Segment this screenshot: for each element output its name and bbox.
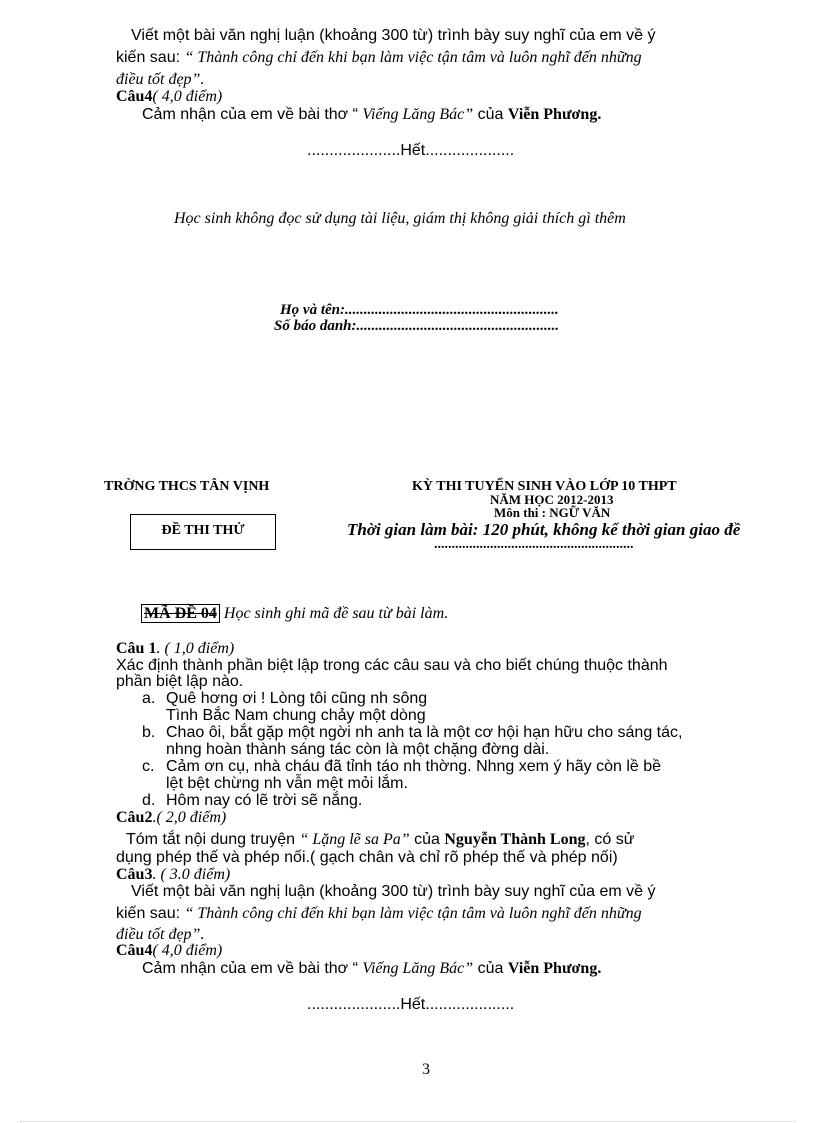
school-year: NĂM HỌC 2012-2013 bbox=[490, 492, 614, 507]
q4-poem: Viếng Lăng Bác” bbox=[362, 960, 474, 977]
id-field: Số báo danh:...................................................... bbox=[274, 318, 560, 334]
q4-text-a: Cảm nhận của em về bài thơ “ bbox=[142, 960, 363, 977]
q1-item-c-line-1: Cảm ơn cụ, nhà cháu đã tỉnh táo nh thờng. Nhng xem ý hãy còn lề bề bbox=[166, 758, 662, 775]
q1-item-b-marker: b. bbox=[142, 724, 156, 741]
q3-essay-quote: “ Thành công chỉ đến khi bạn làm việc tận tâm và luôn nghĩ đến những bbox=[184, 905, 642, 922]
q1-heading bbox=[116, 640, 234, 657]
top-q4-points: ( 4,0 điểm) bbox=[152, 88, 223, 105]
q3-label: Câu3 bbox=[116, 866, 153, 883]
end-marker: .....................Hết.................... bbox=[307, 996, 515, 1013]
page-bottom-divider bbox=[20, 1121, 796, 1122]
top-essay-quote-line bbox=[116, 49, 642, 66]
q2-label: Câu2 bbox=[116, 809, 153, 826]
page-number: 3 bbox=[422, 1061, 430, 1078]
top-q4-author: Viễn Phương. bbox=[507, 106, 602, 123]
q2-points: .( 2,0 điểm) bbox=[152, 809, 227, 826]
exam-type-box bbox=[130, 514, 276, 550]
exam-title: KỲ THI TUYỂN SINH VÀO LỚP 10 THPT bbox=[412, 479, 677, 494]
time-limit: Thời gian làm bài: 120 phút, không kể thời gian giao đề bbox=[347, 520, 741, 539]
q3-essay-quote-prefix: kiến sau: bbox=[116, 905, 185, 922]
q3-essay-quote-end: điều tốt đẹp”. bbox=[116, 926, 205, 943]
q1-item-c-marker: c. bbox=[142, 758, 155, 775]
q1-item-c-line-2: lệt bệt chừng nh vẫn mệt mỏi lắm. bbox=[166, 775, 408, 792]
top-q4-text-a: Cảm nhận của em về bài thơ “ bbox=[142, 106, 363, 123]
q1-points: . ( 1,0 điểm) bbox=[156, 640, 235, 657]
q4-prompt bbox=[142, 960, 601, 977]
top-essay-quote-end: điều tốt đẹp”. bbox=[116, 71, 205, 88]
name-field: Họ và tên:......................................................... bbox=[280, 302, 559, 318]
q1-prompt-line-2: phần biệt lập nào. bbox=[116, 673, 244, 690]
top-essay-intro: Viết một bài văn nghị luận (khoảng 300 từ) trình bày suy nghĩ của em về ý bbox=[131, 27, 656, 44]
q4-text-b: của bbox=[473, 960, 508, 977]
top-end-marker: .....................Hết.................... bbox=[307, 142, 515, 159]
q2-text-b: của bbox=[409, 831, 445, 848]
q1-item-b-line-1: Chao ôi, bắt gặp một ngời nh anh ta là một cơ hội hạn hữu cho sáng tác, bbox=[166, 724, 683, 741]
q4-author: Viễn Phương. bbox=[507, 960, 602, 977]
q1-label: Câu 1 bbox=[116, 640, 157, 657]
q1-item-d-line-1: Hôm nay có lẽ trời sẽ nắng. bbox=[166, 792, 363, 809]
time-dots: ......................................................... bbox=[434, 537, 634, 552]
top-essay-quote: “ Thành công chỉ đến khi bạn làm việc tận tâm và luôn nghĩ đến những bbox=[184, 49, 642, 66]
q1-prompt-line-1: Xác định thành phần biệt lập trong các câu sau và cho biết chúng thuộc thành bbox=[116, 657, 668, 674]
q3-points: . ( 3.0 điểm) bbox=[152, 866, 231, 883]
q1-item-a-marker: a. bbox=[142, 690, 156, 707]
top-essay-quote-prefix: kiến sau: bbox=[116, 49, 185, 66]
code-label: MÃ ĐỀ 04 bbox=[141, 604, 220, 623]
top-note: Học sinh không đọc sử dụng tài liệu, giám thị không giải thích gì thêm bbox=[174, 210, 626, 227]
q2-prompt-line-2: dụng phép thế và phép nối.( gạch chân và chỉ rõ phép thế và phép nối) bbox=[116, 849, 618, 866]
q1-item-d-marker: d. bbox=[142, 792, 156, 809]
top-q4-prompt bbox=[142, 106, 601, 123]
top-q4-poem: Viếng Lăng Bác” bbox=[362, 106, 474, 123]
q1-item-a-line-1: Quê hơng ơi ! Lòng tôi cũng nh sông bbox=[166, 690, 428, 707]
q4-label: Câu4 bbox=[116, 942, 153, 959]
subject: Môn thi : NGỮ VĂN bbox=[494, 505, 611, 520]
top-q4-text-b: của bbox=[473, 106, 508, 123]
q1-item-a-line-2: Tình Bắc Nam chung chảy một dòng bbox=[166, 707, 426, 724]
exam-type-label: ĐỀ THI THỬ bbox=[161, 523, 245, 538]
q2-story: “ Lặng lẽ sa Pa” bbox=[299, 831, 410, 848]
q2-prompt-line-1 bbox=[126, 831, 634, 848]
top-q4-label: Câu4 bbox=[116, 88, 153, 105]
q1-item-b-line-2: nhng hoàn thành sáng tác còn là một chặng đờng dài. bbox=[166, 741, 550, 758]
q2-heading bbox=[116, 809, 226, 826]
q2-text-c: , có sử bbox=[585, 831, 635, 848]
q4-points: ( 4,0 điểm) bbox=[152, 942, 223, 959]
school-name: TRỜNG THCS TÂN VỊNH bbox=[104, 479, 270, 494]
q4-heading bbox=[116, 942, 222, 959]
q3-essay-quote-line bbox=[116, 905, 642, 922]
code-instruction: Học sinh ghi mã đề sau từ bài làm. bbox=[219, 605, 449, 622]
q3-essay-intro: Viết một bài văn nghị luận (khoảng 300 từ) trình bày suy nghĩ của em về ý bbox=[131, 883, 656, 900]
q2-author: Nguyễn Thành Long bbox=[444, 831, 586, 848]
q2-text-a: Tóm tắt nội dung truyện bbox=[126, 831, 300, 848]
code-line bbox=[141, 605, 448, 622]
q3-heading bbox=[116, 866, 230, 883]
top-q4-heading bbox=[116, 88, 222, 105]
